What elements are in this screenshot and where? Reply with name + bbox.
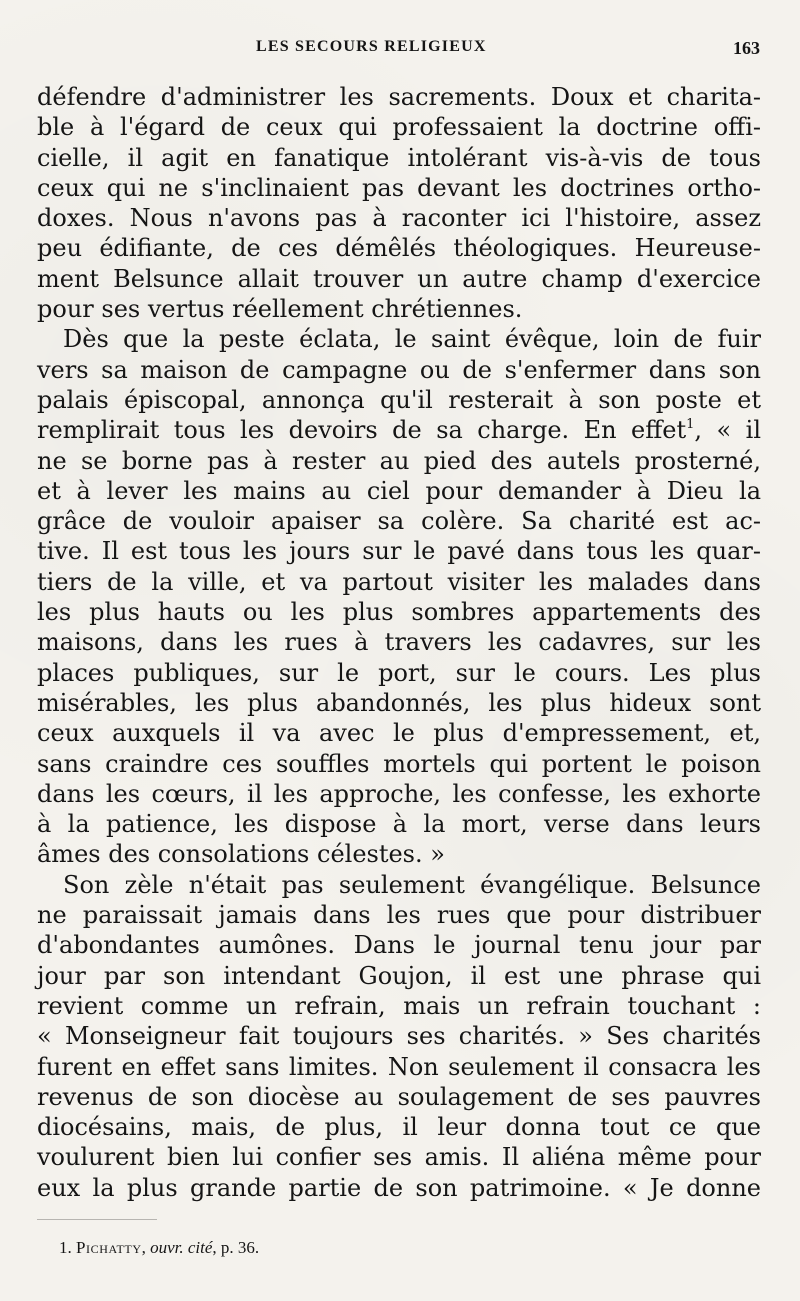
text-line: peu édifiante, de ces démêlés théologiques. Heureuse- <box>37 234 761 263</box>
footnote-page: , p. 36. <box>212 1238 260 1257</box>
text-line: doxes. Nous n'avons pas à raconter ici l'histoire, assez <box>37 204 761 233</box>
text-line: misérables, les plus abandonnés, les plus hideux sont <box>37 688 761 717</box>
running-title: LES SECOURS RELIGIEUX <box>256 38 487 55</box>
text-line: places publiques, sur le port, sur le cours. Les plus <box>37 658 761 687</box>
running-head <box>0 38 800 62</box>
text-line: revenus de son diocèse au soulagement de ses pauvres <box>37 1082 761 1111</box>
text-line: ble à l'égard de ceux qui professaient la doctrine offi- <box>37 113 761 142</box>
text-line: pour ses vertus réellement chrétiennes. <box>37 295 523 324</box>
text-line: âmes des consolations célestes. » <box>37 840 445 869</box>
text-line: maisons, dans les rues à travers les cadavres, sur les <box>37 628 761 657</box>
text-line: revient comme un refrain, mais un refrain touchant : <box>37 991 761 1020</box>
page-number: 163 <box>733 38 760 58</box>
footnote-reference: 1 <box>686 417 695 433</box>
text-line: voulurent bien lui confier ses amis. Il aliéna même pour <box>37 1143 761 1172</box>
text-line: Son zèle n'était pas seulement évangélique. Belsunce <box>63 870 761 899</box>
text-line: eux la plus grande partie de son patrimoine. « Je donne <box>37 1173 761 1202</box>
text-line: et à lever les mains au ciel pour demander à Dieu la <box>37 476 761 505</box>
text-line-with-note <box>37 415 761 445</box>
text-line: palais épiscopal, annonça qu'il resterait à son poste et <box>37 385 761 414</box>
text-line: d'abondantes aumônes. Dans le journal tenu jour par <box>37 931 761 960</box>
text-line: « Monseigneur fait toujours ses charités. » Ses charités <box>37 1022 761 1051</box>
text-line: ceux qui ne s'inclinaient pas devant les doctrines ortho- <box>37 173 761 202</box>
text-line: Dès que la peste éclata, le saint évêque, loin de fuir <box>63 325 761 354</box>
body-text <box>37 82 761 1203</box>
text-segment: , « il <box>694 416 761 445</box>
text-line: ment Belsunce allait trouver un autre champ d'exercice <box>37 264 761 293</box>
text-line: tiers de la ville, et va partout visiter les malades dans <box>37 567 761 596</box>
text-line: défendre d'administrer les sacrements. Doux et charita- <box>37 83 761 111</box>
text-line: les plus hauts ou les plus sombres appartements des <box>37 598 761 627</box>
footnote-comma: , <box>141 1238 151 1257</box>
text-line: tive. Il est tous les jours sur le pavé dans tous les quar- <box>37 537 761 566</box>
text-line: jour par son intendant Goujon, il est une phrase qui <box>37 961 761 990</box>
text-line: ceux auxquels il va avec le plus d'empressement, et, <box>37 719 761 748</box>
text-line: à la patience, les dispose à la mort, verse dans leurs <box>37 810 761 839</box>
footnote-work: ouvr. cité <box>150 1238 213 1257</box>
text-line: ne se borne pas à rester au pied des autels prosterné, <box>37 446 761 475</box>
text-segment: remplirait tous les devoirs de sa charge. En effet <box>37 416 687 445</box>
text-line: sans craindre ces souffles mortels qui portent le poison <box>37 749 761 778</box>
footnote-number: 1. <box>59 1238 72 1257</box>
text-line: cielle, il agit en fanatique intolérant vis-à-vis de tous <box>37 143 761 172</box>
text-line: vers sa maison de campagne ou de s'enfermer dans son <box>37 355 761 384</box>
footnote-divider <box>37 1219 157 1220</box>
text-line: dans les cœurs, il les approche, les confesse, les exhorte <box>37 779 761 808</box>
text-line: diocésains, mais, de plus, il leur donna tout ce que <box>37 1113 761 1142</box>
footnote <box>59 1238 759 1258</box>
text-line: grâce de vouloir apaiser sa colère. Sa charité est ac- <box>37 507 761 536</box>
text-line: ne paraissait jamais dans les rues que pour distribuer <box>37 901 761 930</box>
text-line: furent en effet sans limites. Non seulement il consacra les <box>37 1052 761 1081</box>
footnote-author: Pichatty <box>76 1238 142 1257</box>
